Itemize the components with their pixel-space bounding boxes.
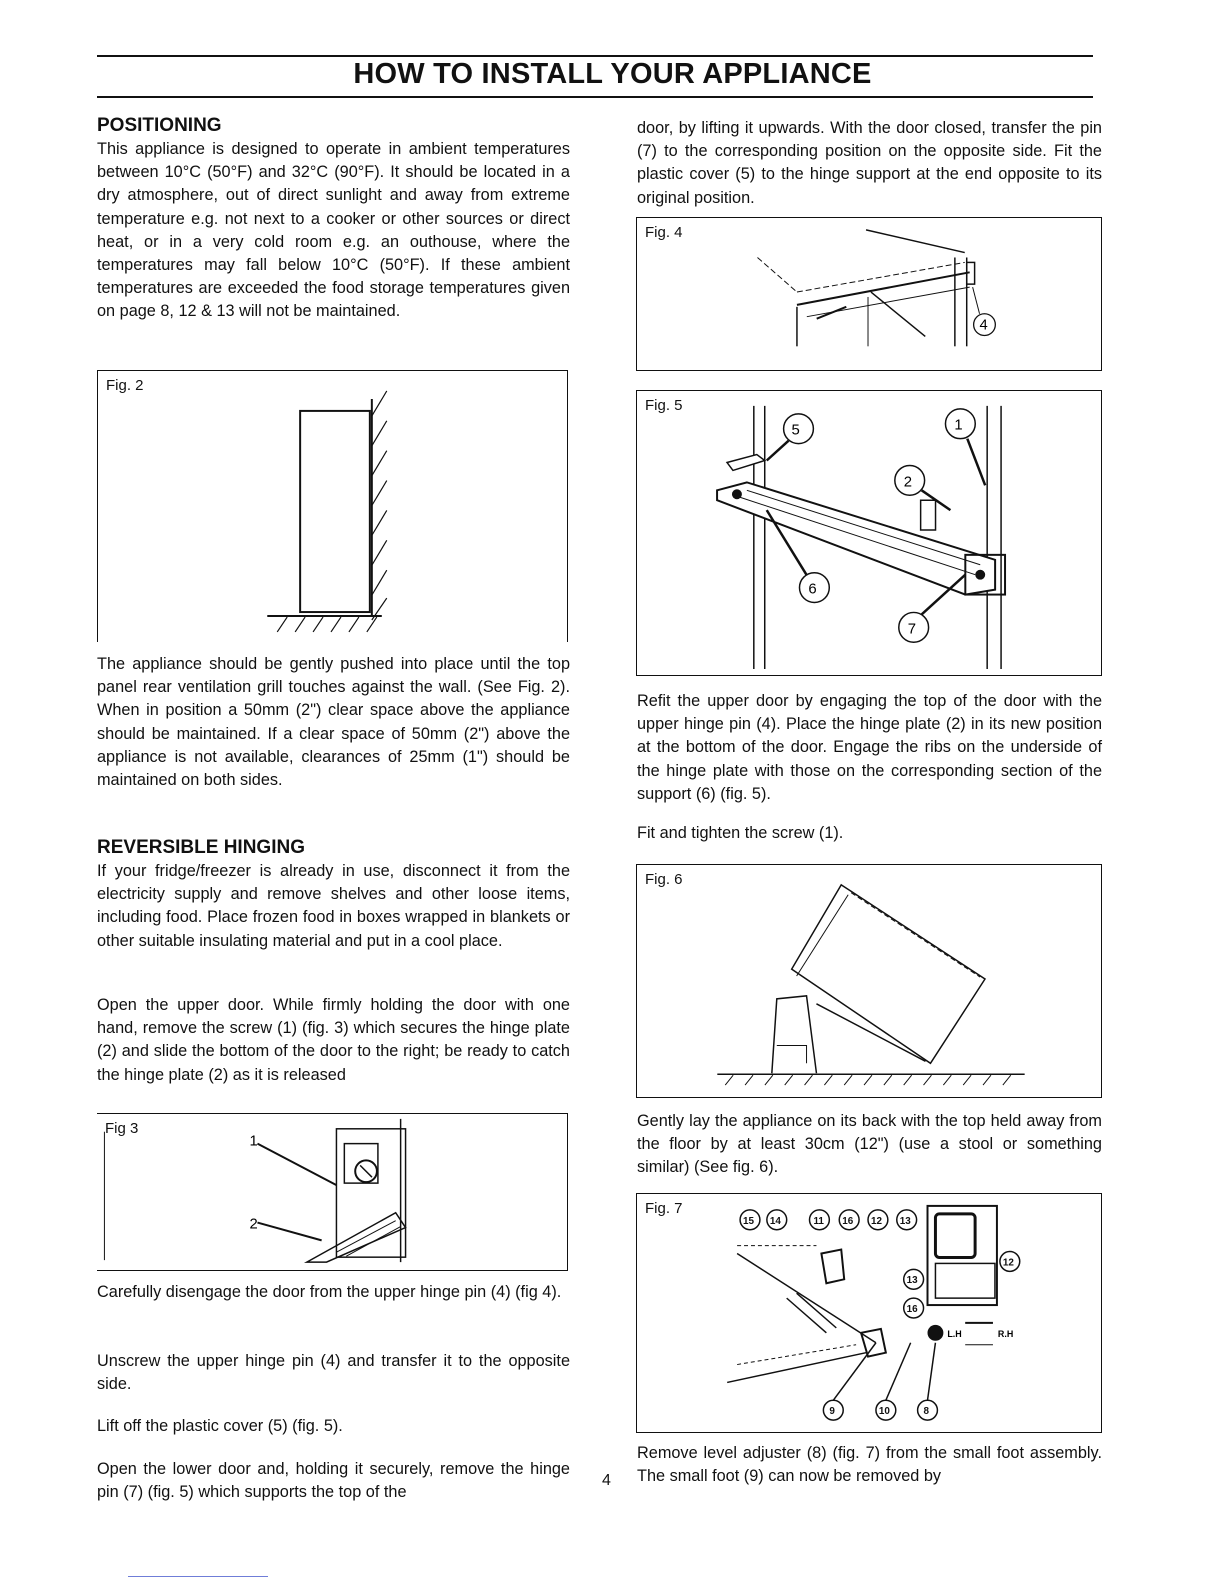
remove-paragraph: Remove level adjuster (8) (fig. 7) from the small foot assembly. The small foot (9) can now be removed by xyxy=(637,1444,1102,1486)
lay-paragraph: Gently lay the appliance on its back with the top held away from the floor by at least 30cm (12") (use a stool or something similar) (See fig. 6). xyxy=(637,1112,1102,1177)
figure-3 xyxy=(97,1113,568,1271)
figure-2-label: Fig. 2 xyxy=(106,377,144,394)
fig5-callout-6: 6 xyxy=(808,581,817,598)
fig7-lh-label: L.H xyxy=(947,1328,962,1339)
positioning-heading: POSITIONING xyxy=(97,115,222,136)
refit-paragraph: Refit the upper door by engaging the top of the door with the upper hinge pin (4). Place the hinge plate (2) in its new position at the bottom of the door. Engage the ribs on the underside of the hinge plate with those on the corresponding section of the support (6) (fig. 5). xyxy=(637,692,1102,803)
positioning-paragraph: This appliance is designed to operate in ambient temperatures between 10°C (50°F) and 32°C (90°F). It should be located in a dry atmosphere, out of direct sunlight and away from extreme temperature e.g. not next to a cooker or other sources or direct heat, or in a very cold room e.g. an outhouse, where the temperatures may fall below 10°C (50°F). If these ambient temperatures are exceeded the food storage temperatures given on page 8, 12 & 13 will not be maintained. xyxy=(97,140,570,321)
left-column xyxy=(97,114,570,324)
fig7-callout-15: 15 xyxy=(743,1215,755,1227)
figure-5-drawing xyxy=(637,391,1101,675)
top-rule xyxy=(97,55,1093,57)
page-title: HOW TO INSTALL YOUR APPLIANCE xyxy=(353,58,872,90)
footer-link-line xyxy=(128,1576,268,1577)
left-column-4 xyxy=(97,994,570,1087)
fig7-callout-12b: 12 xyxy=(1002,1257,1014,1269)
fig7-callout-11: 11 xyxy=(813,1215,824,1227)
fig7-callout-12: 12 xyxy=(870,1215,883,1227)
open-door-paragraph: Open the upper door. While firmly holding the door with one hand, remove the screw (1) (fig. 3) which secures the hinge plate (2) and slide the bottom of the door to the right; be ready to catch the hinge plate (2) as it is released xyxy=(97,996,570,1084)
fig7-callout-13b: 13 xyxy=(906,1275,918,1287)
reversible-paragraph: If your fridge/freezer is already in use, disconnect it from the electricity supply and remove shelves and other loose items, including food. Place frozen food in boxes wrapped in blankets or other suitable insulating material and put in a cool place. xyxy=(97,862,570,950)
figure-6 xyxy=(636,864,1102,1098)
right-column xyxy=(637,117,1102,210)
right-column-4 xyxy=(637,1110,1102,1180)
figure-3-drawing xyxy=(97,1114,567,1270)
left-column-6 xyxy=(97,1350,570,1396)
fig5-callout-5: 5 xyxy=(791,422,800,439)
fig7-callout-9: 9 xyxy=(829,1406,835,1418)
disengage-paragraph: Carefully disengage the door from the upper hinge pin (4) (fig 4). xyxy=(97,1283,562,1301)
fig7-rh-label: R.H xyxy=(997,1328,1014,1339)
fig7-callout-10: 10 xyxy=(878,1406,890,1418)
right-column-2 xyxy=(637,690,1102,806)
figure-2 xyxy=(97,370,568,642)
clearance-paragraph: The appliance should be gently pushed into place until the top panel rear ventilation grill touches against the wall. (See Fig. 2). When in position a 50mm (2") clear space above the appliance should be maintained. If a clear space of 50mm (2") above the appliance is not available, clearances of 25mm (1") should be maintained on both sides. xyxy=(97,655,570,790)
figure-2-drawing xyxy=(98,371,567,642)
page-number: 4 xyxy=(602,1472,611,1489)
figure-4 xyxy=(636,217,1102,371)
left-column-5 xyxy=(97,1281,570,1304)
figure-5 xyxy=(636,390,1102,676)
figure-5-label: Fig. 5 xyxy=(645,397,683,414)
fig7-callout-13: 13 xyxy=(899,1215,911,1227)
figure-7-label: Fig. 7 xyxy=(645,1200,683,1217)
unscrew-paragraph: Unscrew the upper hinge pin (4) and transfer it to the opposite side. xyxy=(97,1352,570,1394)
continued-paragraph: door, by lifting it upwards. With the door closed, transfer the pin (7) to the corresponding position on the opposite side. Fit the plastic cover (5) to the hinge support at the end opposite to its original position. xyxy=(637,119,1102,207)
figure-7 xyxy=(636,1193,1102,1433)
fig7-callout-16: 16 xyxy=(842,1215,854,1227)
figure-6-drawing xyxy=(637,865,1101,1097)
left-column-7 xyxy=(97,1415,570,1438)
left-column-3 xyxy=(97,836,570,953)
fig7-callout-16b: 16 xyxy=(906,1304,918,1316)
fig4-callout-4: 4 xyxy=(979,317,988,334)
fig3-callout-2: 2 xyxy=(249,1216,258,1233)
figure-6-label: Fig. 6 xyxy=(645,871,683,888)
fig5-callout-1: 1 xyxy=(954,417,963,434)
fig7-callout-14: 14 xyxy=(769,1215,781,1227)
lower-door-paragraph: Open the lower door and, holding it securely, remove the hinge pin (7) (fig. 5) which supports the top of the xyxy=(97,1460,570,1502)
lift-paragraph: Lift off the plastic cover (5) (fig. 5). xyxy=(97,1417,343,1435)
title-underline xyxy=(97,96,1093,98)
figure-4-drawing xyxy=(637,218,1101,370)
fig5-callout-7: 7 xyxy=(907,621,917,638)
tighten-paragraph: Fit and tighten the screw (1). xyxy=(637,824,844,842)
reversible-heading: REVERSIBLE HINGING xyxy=(97,837,305,858)
fig5-callout-2: 2 xyxy=(903,474,913,491)
figure-3-label: Fig 3 xyxy=(105,1120,139,1137)
left-column-2 xyxy=(97,653,570,792)
right-column-5 xyxy=(637,1442,1102,1488)
right-column-3 xyxy=(637,822,1102,845)
figure-7-drawing xyxy=(637,1194,1101,1432)
fig3-callout-1: 1 xyxy=(249,1133,258,1150)
figure-4-label: Fig. 4 xyxy=(645,224,683,241)
fig7-callout-8: 8 xyxy=(923,1406,930,1418)
left-column-8 xyxy=(97,1458,570,1504)
